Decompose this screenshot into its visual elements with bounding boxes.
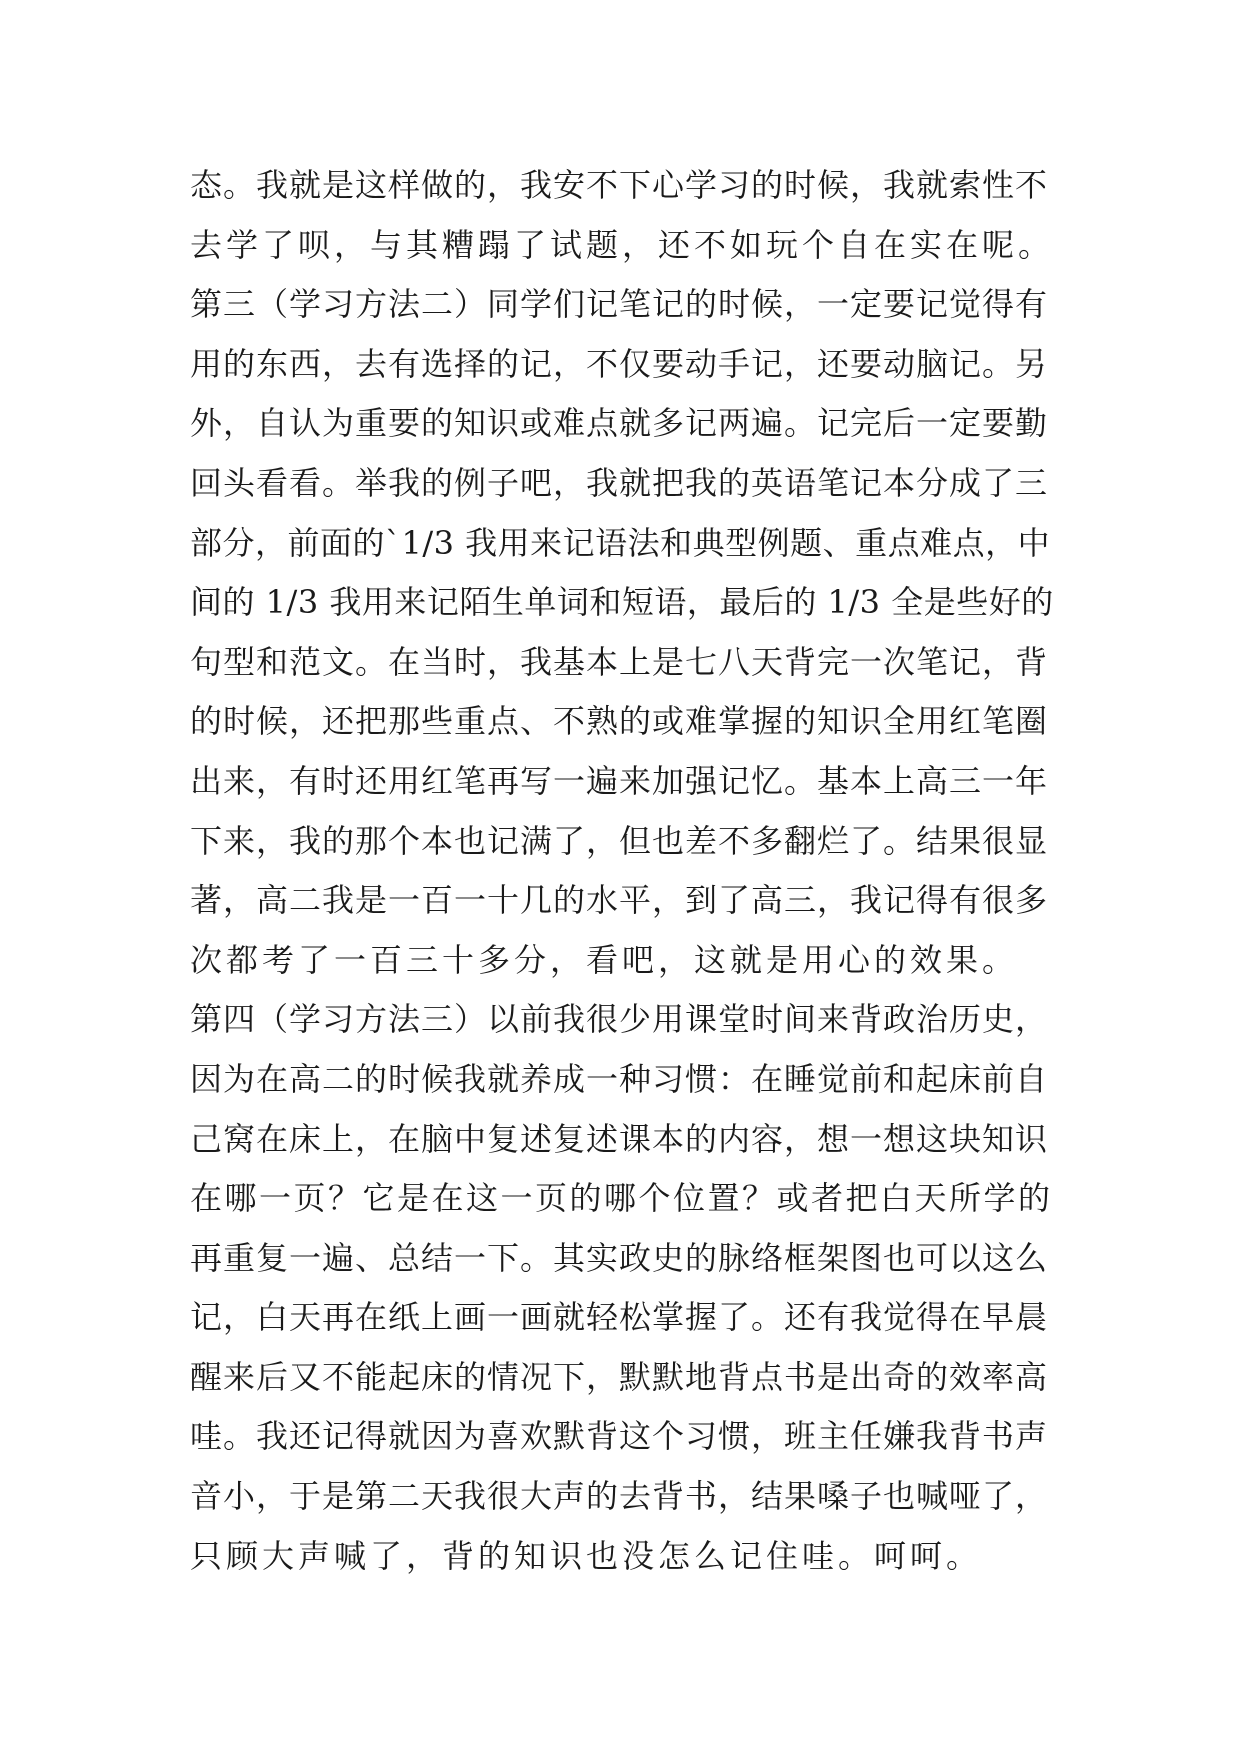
text-line: 醒来后又不能起床的情况下，默默地背点书是出奇的效率高 [190,1357,1049,1396]
text-line: 间的 1/3 我用来记陌生单词和短语，最后的 1/3 全是些好的 [190,583,1054,622]
text-line: 用的东西，去有选择的记，不仅要动手记，还要动脑记。另 [190,344,1049,383]
text-line: 态。我就是这样做的，我安不下心学习的时候，我就索性不 [190,166,1049,204]
text-line: 己窝在床上，在脑中复述复述课本的内容，想一想这块知识 [190,1119,1049,1158]
text-line: 部分，前面的`1/3 我用来记语法和典型例题、重点难点，中 [190,523,1051,562]
text-line: 第三（学习方法二）同学们记笔记的时候，一定要记觉得有 [190,285,1049,324]
text-line: 下来，我的那个本也记满了，但也差不多翻烂了。结果很显 [190,821,1049,860]
text-line: 再重复一遍、总结一下。其实政史的脉络框架图也可以这么 [190,1238,1049,1277]
text-line: 回头看看。举我的例子吧，我就把我的英语笔记本分成了三 [190,463,1049,502]
text-line: 音小，于是第二天我很大声的去背书，结果嗓子也喊哑了， [190,1477,1049,1516]
body-text [190,156,1060,1586]
text-line: 只顾大声喊了，背的知识也没怎么记住哇。呵呵。 [190,1536,983,1575]
text-line: 在哪一页？它是在这一页的哪个位置？或者把白天所学的 [190,1179,1053,1218]
text-line: 的时候，还把那些重点、不熟的或难掌握的知识全用红笔圈 [190,702,1049,741]
text-line: 去学了呗，与其糟蹋了试题，还不如玩个自在实在呢。 [190,225,1055,264]
text-line: 外，自认为重要的知识或难点就多记两遍。记完后一定要勤 [190,404,1049,443]
text-line: 因为在高二的时候我就养成一种习惯：在睡觉前和起床前自 [190,1059,1049,1098]
text-line: 句型和范文。在当时，我基本上是七八天背完一次笔记，背 [190,642,1049,681]
text-line: 著，高二我是一百一十几的水平，到了高三，我记得有很多 [190,881,1049,920]
text-line: 出来，有时还用红笔再写一遍来加强记忆。基本上高三一年 [190,761,1049,800]
text-line: 第四（学习方法三）以前我很少用课堂时间来背政治历史， [190,1000,1049,1039]
text-line: 哇。我还记得就因为喜欢默背这个习惯，班主任嫌我背书声 [190,1417,1049,1456]
text-line: 记，白天再在纸上画一画就轻松掌握了。还有我觉得在早晨 [190,1298,1049,1337]
text-line: 次都考了一百三十多分，看吧，这就是用心的效果。 [190,940,1019,979]
